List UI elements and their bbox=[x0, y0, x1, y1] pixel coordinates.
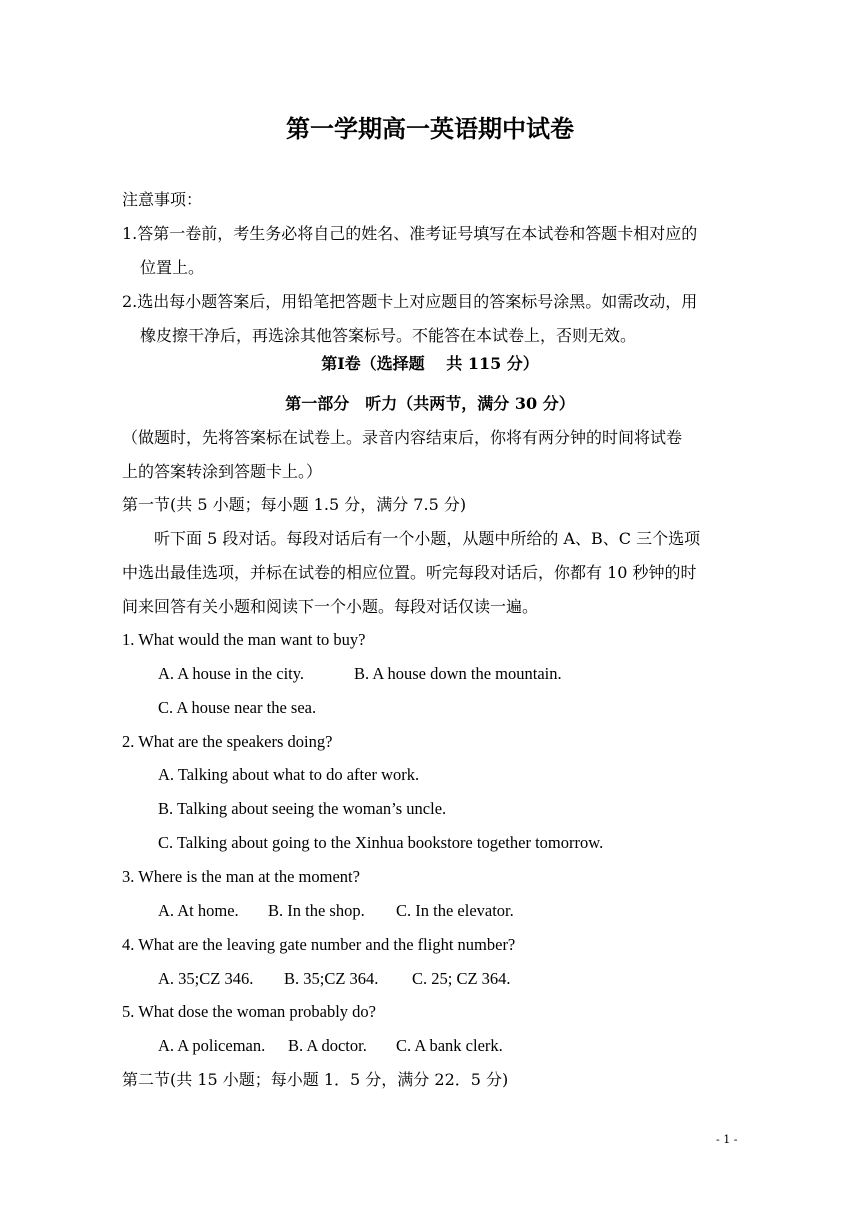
part1-note: （做题时，先将答案标在试卷上。录音内容结束后，你将有两分钟的时间将试卷 bbox=[122, 428, 683, 447]
question-1-stem: 1. What would the man want to buy? bbox=[122, 630, 366, 649]
question-2-option-c: C. Talking about going to the Xinhua bookstore together tomorrow. bbox=[158, 833, 604, 852]
question-3-stem: 3. Where is the man at the moment? bbox=[122, 867, 360, 886]
question-4-option-b: B. 35;CZ 364. bbox=[284, 969, 379, 988]
question-2-option-b: B. Talking about seeing the woman’s uncle. bbox=[158, 799, 447, 818]
question-1-option-c: C. A house near the sea. bbox=[158, 698, 317, 717]
volume-heading: 第Ⅰ卷（选择题 共 115 分） bbox=[321, 354, 539, 373]
section2-heading: 第二节(共 15 小题；每小题 1．5 分，满分 22．5 分) bbox=[122, 1070, 509, 1089]
section1-instructions-cont: 中选出最佳选项，并标在试卷的相应位置。听完每段对话后，你都有 10 秒钟的时 bbox=[122, 563, 697, 582]
page-number: - 1 - bbox=[716, 1133, 738, 1146]
notice-item-1-cont: 位置上。 bbox=[140, 258, 205, 277]
notice-item-2-cont: 橡皮擦干净后，再选涂其他答案标号。不能答在本试卷上，否则无效。 bbox=[140, 326, 637, 345]
question-5-option-c: C. A bank clerk. bbox=[396, 1036, 503, 1055]
section1-instructions: 听下面 5 段对话。每段对话后有一个小题，从题中所给的 A、B、C 三个选项 bbox=[154, 529, 701, 548]
question-4-stem: 4. What are the leaving gate number and the flight number? bbox=[122, 935, 516, 954]
part1-heading: 第一部分 听力（共两节，满分 30 分） bbox=[285, 394, 575, 413]
question-3-option-a: A. At home. bbox=[158, 901, 239, 920]
question-5-stem: 5. What dose the woman probably do? bbox=[122, 1002, 377, 1021]
question-2-stem: 2. What are the speakers doing? bbox=[122, 732, 333, 751]
question-3-option-b: B. In the shop. bbox=[268, 901, 365, 920]
question-5-option-b: B. A doctor. bbox=[288, 1036, 367, 1055]
page-title: 第一学期高一英语期中试卷 bbox=[286, 114, 574, 143]
section1-instructions-cont2: 间来回答有关小题和阅读下一个小题。每段对话仅读一遍。 bbox=[122, 597, 539, 616]
part1-note-cont: 上的答案转涂到答题卡上。） bbox=[122, 462, 323, 481]
question-5-option-a: A. A policeman. bbox=[158, 1036, 266, 1055]
question-1-option-a: A. A house in the city. bbox=[158, 664, 305, 683]
question-3-option-c: C. In the elevator. bbox=[396, 901, 514, 920]
question-4-option-c: C. 25; CZ 364. bbox=[412, 969, 511, 988]
question-2-option-a: A. Talking about what to do after work. bbox=[158, 765, 420, 784]
question-4-option-a: A. 35;CZ 346. bbox=[158, 969, 254, 988]
section1-heading: 第一节(共 5 小题；每小题 1.5 分，满分 7.5 分) bbox=[122, 495, 467, 514]
question-1-option-b: B. A house down the mountain. bbox=[354, 664, 562, 683]
notice-item-2: 2.选出每小题答案后，用铅笔把答题卡上对应题目的答案标号涂黑。如需改动，用 bbox=[122, 292, 698, 311]
notice-item-1: 1.答第一卷前，考生务必将自己的姓名、准考证号填写在本试卷和答题卡相对应的 bbox=[122, 224, 698, 243]
notice-heading: 注意事项： bbox=[122, 190, 203, 209]
